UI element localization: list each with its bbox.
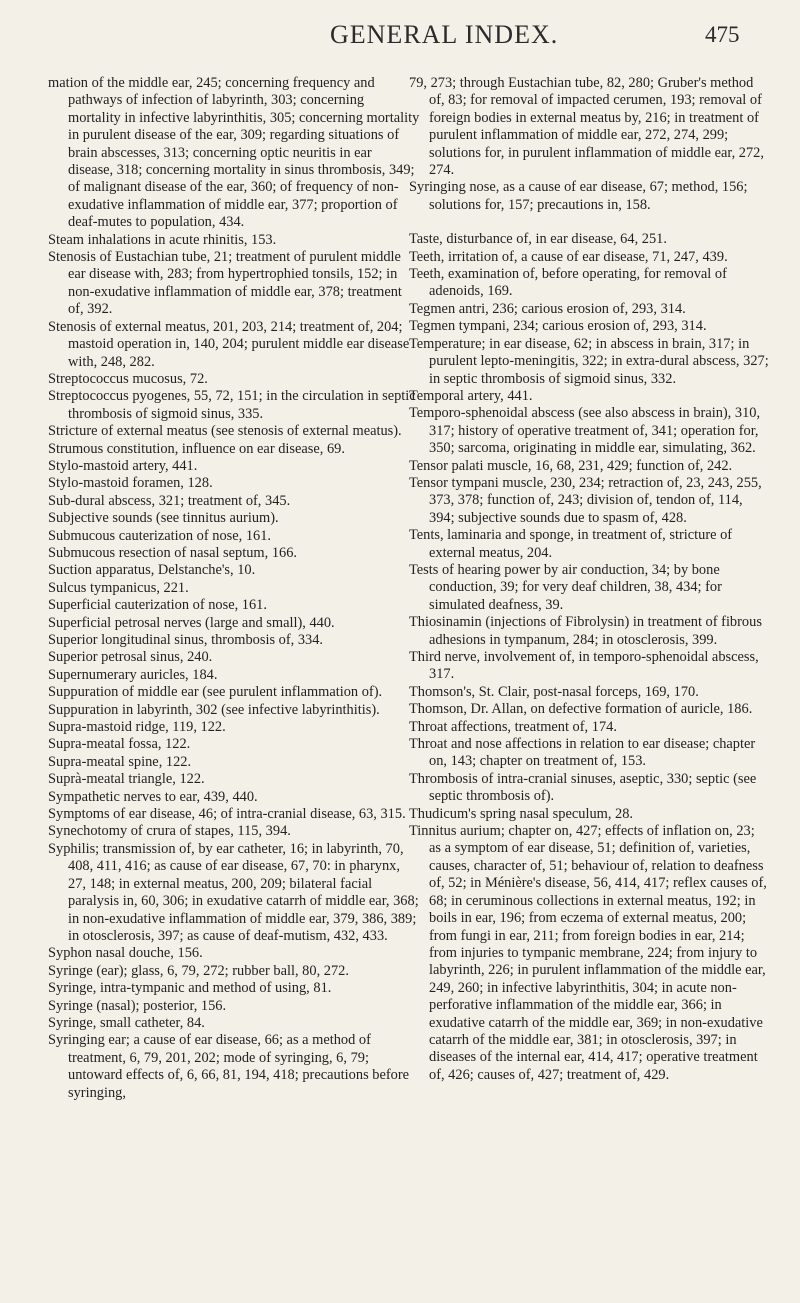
index-entry: Thomson, Dr. Allan, on defective formation of auricle, 186. [409,701,753,718]
index-entry: Thudicum's spring nasal speculum, 28. [409,805,634,822]
index-entry: Streptococcus pyogenes, 55, 72, 151; in the circulation in septic thrombosis of sigmoid sinus, 335. [48,388,416,422]
index-entry: Sympathetic nerves to ear, 439, 440. [48,788,258,805]
index-entry: Syphon nasal douche, 156. [48,945,203,962]
index-entry: Temporal artery, 441. [409,387,533,404]
index-entry: Supernumerary auricles, 184. [48,666,218,683]
index-entry: Thrombosis of intra-cranial sinuses, aseptic, 330; septic (see septic thrombosis of). [409,770,757,805]
index-entry: Sub-dural abscess, 321; treatment of, 345. [48,492,291,509]
index-entry: Stenosis of external meatus, 201, 203, 214; treatment of, 204; mastoid operation in, 140, 204; purulent middle ear disease with, 248, 282. [48,318,410,370]
index-entry: Tests of hearing power by air conduction, 34; by bone conduction, 39; for very deaf children, 38, 434; for simulated deafness, 39. [409,561,722,613]
index-entry: Tegmen antri, 236; carious erosion of, 293, 314. [409,300,686,317]
index-entry: Stylo-mastoid artery, 441. [48,457,198,474]
running-title: GENERAL INDEX. [330,20,559,49]
left-column [48,75,420,1102]
index-entry: Syringe (nasal); posterior, 156. [48,997,227,1014]
index-entry: Superficial cauterization of nose, 161. [48,597,267,614]
index-entry: Sulcus tympanicus, 221. [48,579,189,596]
index-entry: Teeth, examination of, before operating, for removal of adenoids, 169. [409,266,727,300]
index-entry: Supra-meatal fossa, 122. [48,736,191,753]
index-entry: Stricture of external meatus (see stenosis of external meatus). [48,423,402,440]
index-entry: 79, 273; through Eustachian tube, 82, 280; Gruber's method of, 83; for removal of impacted cerumen, 193; removal of foreign bodies in external meatus by, 216; in treatment of purulent inflammation of middle ear, 272, 274, 299; solutions for, in purulent inflammation of middle ear, 272, 274. [409,75,764,179]
index-entry: Suppuration in labyrinth, 302 (see infective labyrinthitis). [48,701,380,718]
index-entry: Temporo-sphenoidal abscess (see also abscess in brain), 310, 317; history of operative treatment of, 341; operation for, 350; sarcoma, originating in middle ear, simulating, 362. [409,405,761,457]
index-entry: Suction apparatus, Delstanche's, 10. [48,562,256,579]
index-entry: Superior longitudinal sinus, thrombosis of, 334. [48,632,324,648]
index-entry: Tensor palati muscle, 16, 68, 231, 429; function of, 242. [409,457,733,474]
index-entry: Syringe, small catheter, 84. [48,1014,205,1031]
index-entry: Supra-meatal spine, 122. [48,753,192,770]
index-entry: Subjective sounds (see tinnitus aurium). [48,510,279,527]
index-entry: Syphilis; transmission of, by ear catheter, 16; in labyrinth, 70, 408, 411, 416; as cause of ear disease, 67, 70: in pharynx, 27, 148; in external meatus, 200, 209; bilateral facial paralysis in, 60, 306; in exudative catarrh of middle ear, 368; in non-exudative inflammation of middle ear, 379, 386, 389; in otosclerosis, 397; as cause of deaf-mutism, 432, 433. [48,840,419,944]
index-entry: Suppuration of middle ear (see purulent inflammation of). [48,684,383,701]
index-entry: Symptoms of ear disease, 46; of intra-cranial disease, 63, 315. [48,806,406,823]
index-entry: Taste, disturbance of, in ear disease, 64, 251. [409,231,667,248]
index-entry: Throat affections, treatment of, 174. [409,718,617,735]
page-header [0,20,800,64]
index-entry: Submucous cauterization of nose, 161. [48,527,272,544]
index-entry: Superior petrosal sinus, 240. [48,649,213,666]
right-column [409,75,769,1084]
index-entry: Stenosis of Eustachian tube, 21; treatment of purulent middle ear disease with, 283; from hypertrophied tonsils, 152; in non-exudative inflammation of middle ear, 378; treatment of, 392. [48,249,402,318]
index-entry: Suprà-meatal triangle, 122. [48,771,205,788]
index-entry: Tegmen tympani, 234; carious erosion of, 293, 314. [409,318,707,335]
index-entry: Teeth, irritation of, a cause of ear disease, 71, 247, 439. [409,248,728,265]
index-entry: Steam inhalations in acute rhinitis, 153. [48,231,277,248]
index-entry: Tensor tympani muscle, 230, 234; retraction of, 23, 243, 255, 373, 378; function of, 243; division of, tendon of, 114, 394; subjective sounds due to spasm of, 428. [409,474,762,526]
index-entry: Syringing ear; a cause of ear disease, 66; as a method of treatment, 6, 79, 201, 202; mode of syringing, 6, 79; untoward effects of, 6, 66, 81, 194, 418; precautions before syringing, [48,1032,410,1101]
index-entry: Superficial petrosal nerves (large and small), 440. [48,614,335,631]
index-entry: Supra-mastoid ridge, 119, 122. [48,719,226,736]
page-number: 475 [705,22,740,47]
index-entry: Tents, laminaria and sponge, in treatment of, stricture of external meatus, 204. [409,527,733,561]
index-entry: Syringe, intra-tympanic and method of using, 81. [48,980,332,997]
index-entry: Syringe (ear); glass, 6, 79, 272; rubber ball, 80, 272. [48,962,349,979]
index-entry: mation of the middle ear, 245; concerning frequency and pathways of infection of labyrinth, 303; concerning mortality in infective labyrinthitis, 305; concerning mortality in purulent disease of the ear, 309; regarding situations of brain abscesses, 313; concerning optic neuritis in ear disease, 318; concerning mortality in sinus thrombosis, 349; of malignant disease of the ear, 360; of frequency of non-exudative inflammation of middle ear, 377; proportion of deaf-mutes to population, 434. [48,75,420,231]
index-entry: Thiosinamin (injections of Fibrolysin) in treatment of fibrous adhesions in tympanum, 284; in otosclerosis, 399. [409,614,762,648]
index-entry: Strumous constitution, influence on ear disease, 69. [48,440,345,457]
index-entry: Syringing nose, as a cause of ear disease, 67; method, 156; solutions for, 157; precautions in, 158. [409,179,748,213]
index-entry: Submucous resection of nasal septum, 166. [48,544,297,561]
index-entry: Temperature; in ear disease, 62; in abscess in brain, 317; in purulent lepto-meningitis, 322; in extra-dural abscess, 327; in septic thrombosis of sigmoid sinus, 332. [409,335,769,387]
index-entry: Third nerve, involvement of, in temporo-sphenoidal abscess, 317. [409,649,759,683]
index-entry: Streptococcus mucosus, 72. [48,370,208,387]
index-entry: Tinnitus aurium; chapter on, 427; effects of inflation on, 23; as a symptom of ear disease, 51; definition of, varieties, causes, character of, 51; behaviour of, relation to deafness of, 52; in Ménière's disease, 56, 414, 417; reflex causes of, 68; in ceruminous collections in external meatus, 192; in boils in ear, 196; from eczema of external meatus, 200; from fungi in ear, 211; from foreign bodies in ear, 214; from injuries to tympanic membrane, 224; from injury to labyrinth, 226; in purulent inflammation of the middle ear, 249, 260; in infective labyrinthitis, 304; in acute non-perforative inflammation of the middle ear, 366; in exudative catarrh of the middle ear, 369; in non-exudative catarrh of the middle ear, 381; in otosclerosis, 397; in diseases of the internal ear, 414, 417; operative treatment of, 426; causes of, 427; treatment of, 429. [409,823,767,1083]
index-entry: Throat and nose affections in relation to ear disease; chapter on, 143; chapter on treatment of, 153. [409,736,756,770]
index-entry: Thomson's, St. Clair, post-nasal forceps, 169, 170. [409,683,699,700]
index-entry: Stylo-mastoid foramen, 128. [48,475,213,492]
index-entry: Synechotomy of crura of stapes, 115, 394. [48,823,291,840]
